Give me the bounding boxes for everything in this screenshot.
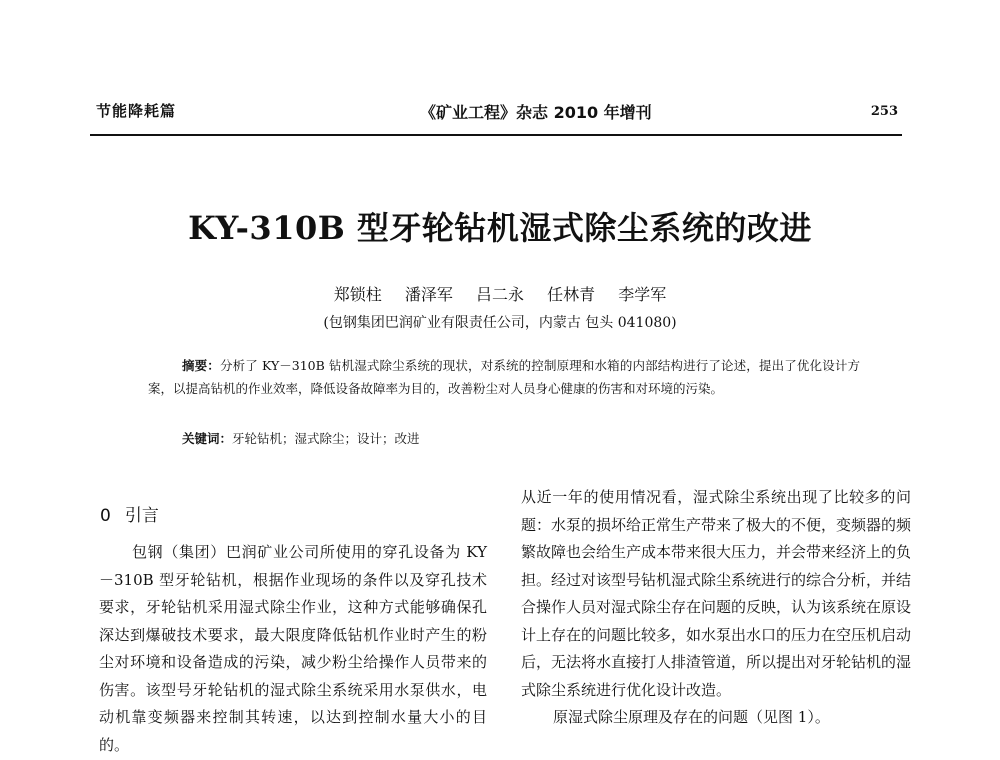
author: 吕二永: [475, 285, 524, 304]
header-rule: [90, 134, 902, 136]
keywords: [182, 429, 420, 447]
affiliation: (包钢集团巴润矿业有限责任公司，内蒙古 包头 041080): [323, 315, 677, 331]
body-paragraph-left: 包钢（集团）巴润矿业公司所使用的穿孔设备为 KY－310B 型牙轮钻机，根据作业现场的条件以及穿孔技术要求，牙轮钻机采用湿式除尘作业，这种方式能够确保孔深达到爆破技术要求，最大限度降低钻机作业时产生的粉尘对环境和设备造成的污染，减少粉尘给操作人员带来的伤害。该型号牙轮钻机的湿式除尘系统采用水泵供水，电动机靠变频器来控制其转速，以达到控制水量大小的目的。: [99, 543, 487, 754]
keywords-text: 牙轮钻机；湿式除尘；设计；改进: [232, 431, 420, 446]
paper-title: KY-310B 型牙轮钻机湿式除尘系统的改进: [188, 209, 812, 247]
section-heading: [100, 501, 159, 526]
running-header: [90, 100, 902, 138]
keywords-label: 关键词：: [182, 431, 233, 446]
section-title: 引言: [124, 506, 159, 526]
header-journal: 《矿业工程》杂志 2010 年增刊: [420, 103, 652, 122]
body-column-right: [521, 484, 911, 732]
abstract-label: 摘要：: [182, 358, 220, 373]
header-section-name: 节能降耗篇: [96, 102, 177, 120]
author: 潘泽军: [404, 285, 453, 304]
abstract-text: 分析了 KY－310B 钻机湿式除尘系统的现状，对系统的控制原理和水箱的内部结构进行了论述，提出了优化设计方案，以提高钻机的作业效率，降低设备故障率为目的，改善粉尘对人员身心健康的伤害和对环境的污染。: [148, 358, 860, 396]
author: 郑锁柱: [333, 285, 382, 304]
body-paragraph: 从近一年的使用情况看，湿式除尘系统出现了比较多的问题：水泵的损坏给正常生产带来了极大的不便，变频器的频繁故障也会给生产成本带来很大压力，并会带来经济上的负担。经过对该型号钻机湿式除尘系统进行的综合分析，并结合操作人员对湿式除尘存在问题的反映，认为该系统在原设计上存在的问题比较多，如水泵出水口的压力在空压机启动后，无法将水直接打人排渣管道，所以提出对牙轮钻机的湿式除尘系统进行优化设计改造。: [521, 488, 912, 699]
page-number: 253: [870, 104, 898, 119]
author: 任林青: [547, 285, 596, 304]
author-list: [0, 282, 1000, 305]
section-number: 0: [100, 506, 111, 526]
abstract: [148, 354, 860, 400]
body-paragraph: 原湿式除尘原理及存在的问题（见图 1）。: [553, 708, 830, 726]
author: 李学军: [618, 285, 667, 304]
